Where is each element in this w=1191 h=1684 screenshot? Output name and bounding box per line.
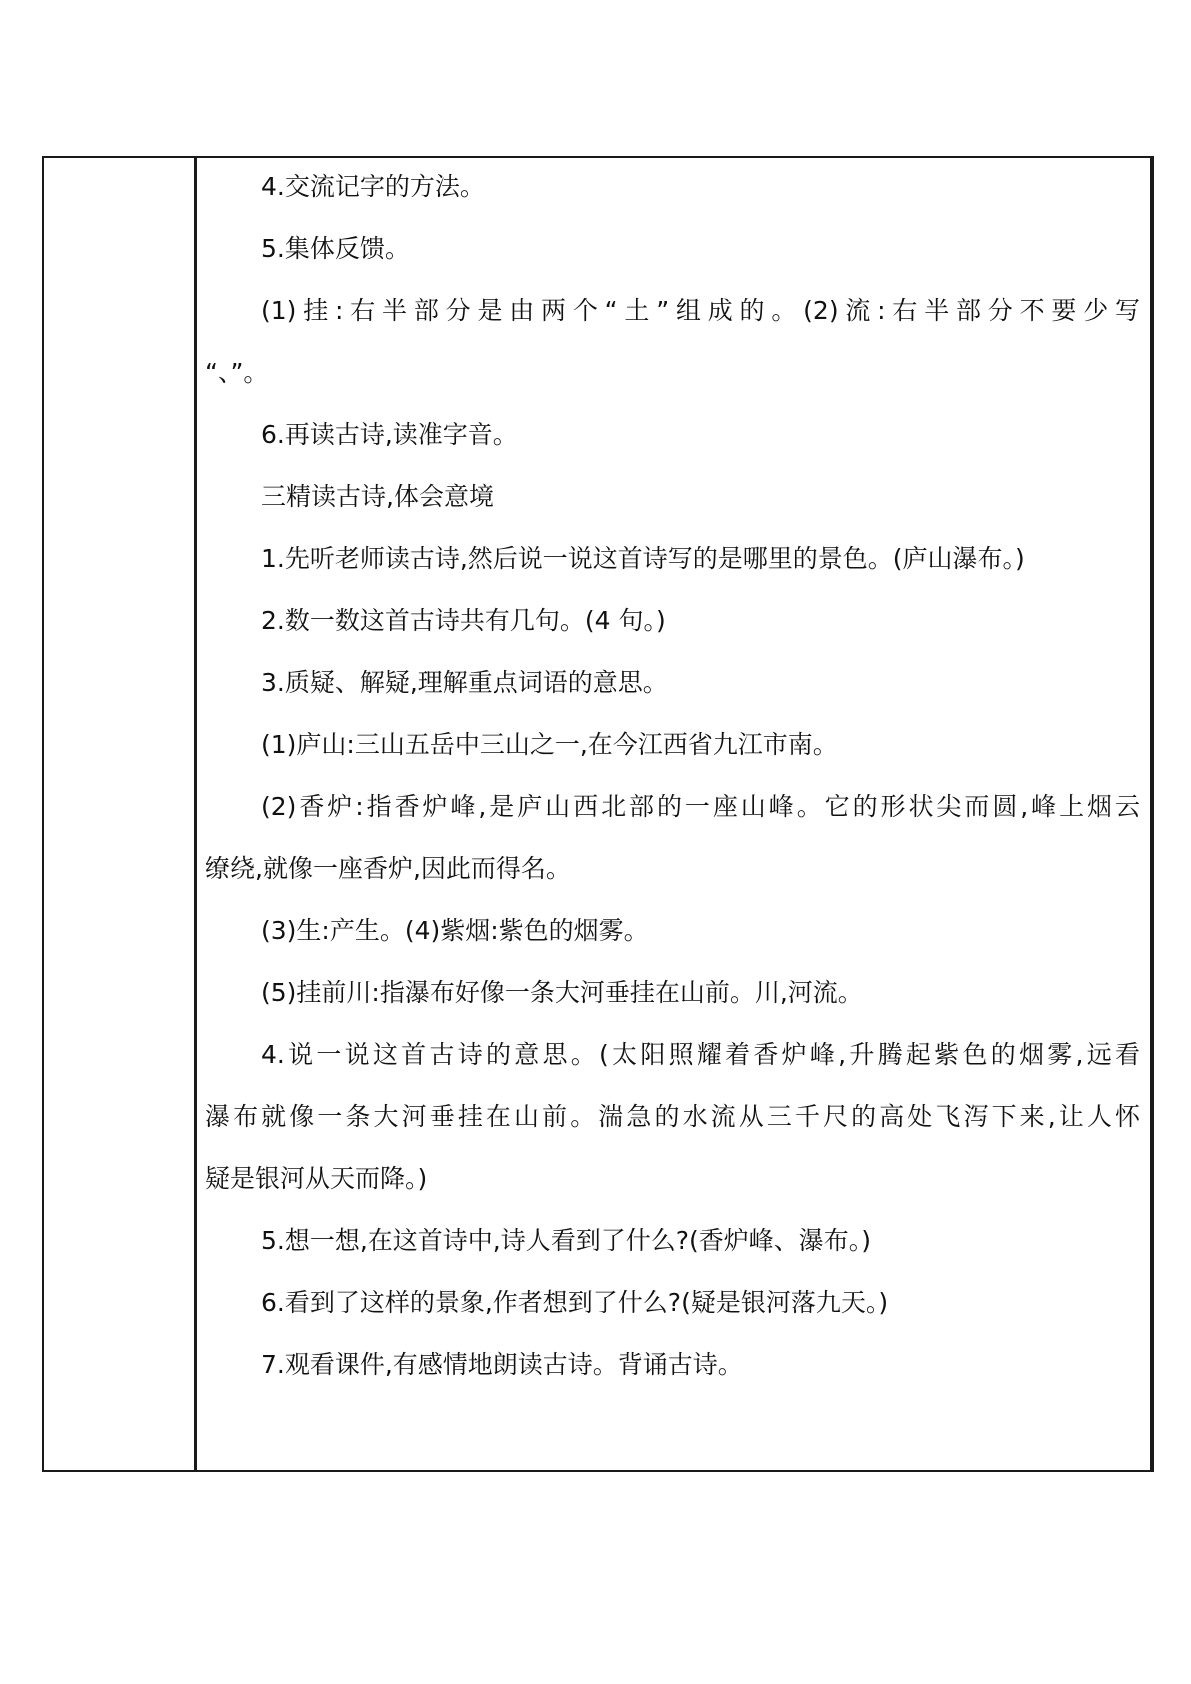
text-line-11: (2)香炉:指香炉峰,是庐山西北部的一座山峰。它的形状尖而圆,峰上烟云	[261, 792, 1140, 821]
text-line-15: 4.说一说这首古诗的意思。(太阳照耀着香炉峰,升腾起紫色的烟雾,远看	[261, 1040, 1140, 1069]
text-line-3: (1)挂:右半部分是由两个“土”组成的。(2)流:右半部分不要少写	[261, 296, 1140, 325]
section-heading: 三精读古诗,体会意境	[261, 482, 494, 511]
text-line-1: 4.交流记字的方法。	[261, 172, 485, 201]
column-divider	[194, 158, 197, 1470]
text-line-7: 1.先听老师读古诗,然后说一说这首诗写的是哪里的景色。(庐山瀑布。)	[261, 544, 1025, 573]
text-line-4: “、”。	[205, 358, 269, 387]
text-line-10: (1)庐山:三山五岳中三山之一,在今江西省九江市南。	[261, 730, 838, 759]
text-line-20: 7.观看课件,有感情地朗读古诗。背诵古诗。	[261, 1350, 743, 1379]
text-line-16: 瀑布就像一条大河垂挂在山前。湍急的水流从三千尺的高处飞泻下来,让人怀	[205, 1102, 1140, 1131]
text-line-13: (3)生:产生。(4)紫烟:紫色的烟雾。	[261, 916, 649, 945]
text-line-12: 缭绕,就像一座香炉,因此而得名。	[205, 854, 571, 883]
table-right-border	[1150, 158, 1153, 1470]
text-line-19: 6.看到了这样的景象,作者想到了什么?(疑是银河落九天。)	[261, 1288, 889, 1317]
text-line-17: 疑是银河从天而降。)	[205, 1164, 428, 1193]
text-line-9: 3.质疑、解疑,理解重点词语的意思。	[261, 668, 668, 697]
text-line-5: 6.再读古诗,读准字音。	[261, 420, 518, 449]
text-line-14: (5)挂前川:指瀑布好像一条大河垂挂在山前。川,河流。	[261, 978, 863, 1007]
text-line-18: 5.想一想,在这首诗中,诗人看到了什么?(香炉峰、瀑布。)	[261, 1226, 872, 1255]
text-line-2: 5.集体反馈。	[261, 234, 410, 263]
text-line-8: 2.数一数这首古诗共有几句。(4 句。)	[261, 606, 666, 635]
